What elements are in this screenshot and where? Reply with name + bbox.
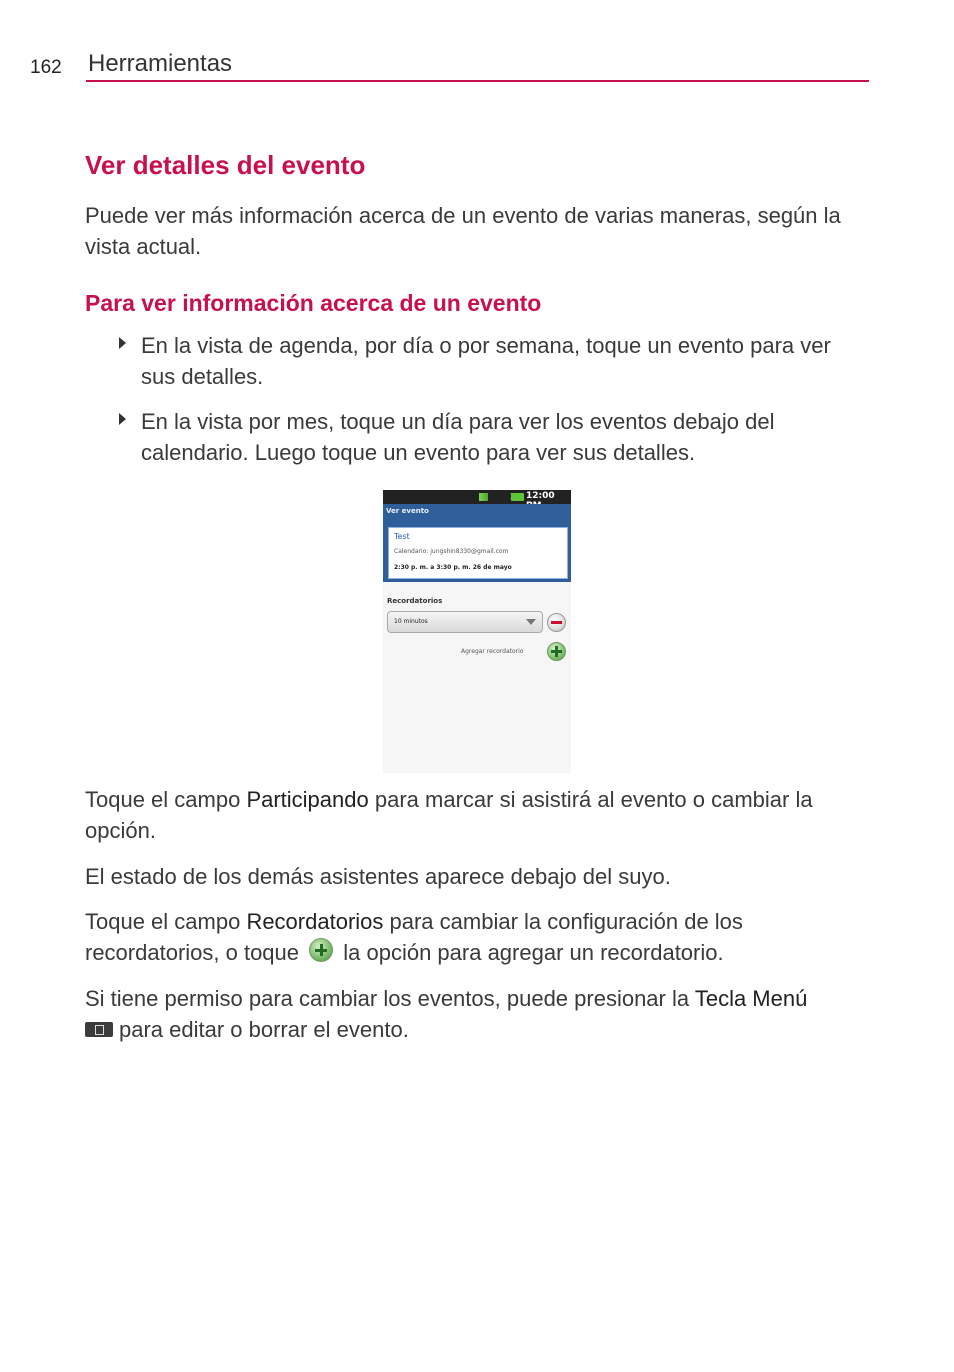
attendees-paragraph: El estado de los demás asistentes aparece debajo del suyo. [85, 864, 671, 889]
status-bar [383, 490, 571, 504]
term-tecla-menu: Tecla Menú [694, 986, 808, 1011]
bullet-item [119, 406, 869, 468]
event-card[interactable] [388, 527, 568, 579]
bullet-arrow-icon [119, 413, 126, 425]
event-time: 2:30 p. m. a 3:30 p. m. 26 de mayo [394, 564, 512, 571]
remove-reminder-icon[interactable] [547, 613, 566, 632]
reminders-label: Recordatorios [387, 597, 443, 605]
battery-icon [511, 493, 524, 501]
menu-key-icon [85, 1022, 113, 1037]
clock: 12:00 [526, 491, 555, 501]
text-span: para cambiar la configuración de los recordatorios, o toque [85, 909, 743, 965]
phone-screenshot [383, 490, 571, 773]
reminder-value: 10 minutos [394, 618, 428, 625]
text-span: Si tiene permiso para cambiar los eventos, puede presionar la [85, 986, 695, 1011]
section-title: Herramientas [88, 50, 233, 77]
add-reminder-icon[interactable] [547, 642, 566, 661]
text-span: para marcar si asistirá al evento o cambiar la opción. [85, 787, 813, 843]
screen-title: Ver evento [386, 507, 429, 515]
intro-paragraph: Puede ver más información acerca de un evento de varias maneras, según la vista actual. [85, 203, 841, 259]
bullet-arrow-icon [119, 337, 126, 349]
event-header [383, 504, 571, 582]
chevron-down-icon [526, 619, 536, 625]
subsection-title: Para ver información acerca de un evento [85, 290, 542, 316]
page-title: Ver detalles del evento [85, 150, 366, 180]
text-span: Toque el campo [85, 909, 247, 934]
term-participando: Participando [246, 787, 369, 812]
text-span: Toque el campo [85, 787, 247, 812]
add-icon [309, 938, 333, 962]
reminder-select[interactable] [387, 611, 543, 633]
bullet-item [119, 330, 869, 392]
event-calendar: Calendario: jungshin8330@gmail.com [394, 548, 509, 555]
header-rule [86, 80, 869, 82]
reminders-paragraph [85, 906, 875, 968]
event-name: Test [394, 532, 410, 541]
bullet-text: En la vista por mes, toque un día para ver los eventos debajo del calendario. Luego toque un evento para ver sus detalles. [141, 409, 775, 465]
menu-paragraph [85, 983, 875, 1045]
text-span: para editar o borrar el evento. [119, 1017, 409, 1042]
add-reminder-label[interactable]: Agregar recordatorio [461, 648, 524, 655]
signal-icon [479, 493, 488, 501]
term-recordatorios: Recordatorios [246, 909, 384, 934]
attending-paragraph [85, 784, 875, 846]
text-span: la opción para agregar un recordatorio. [337, 940, 724, 965]
page-number: 162 [30, 57, 62, 78]
bullet-text: En la vista de agenda, por día o por semana, toque un evento para ver sus detalles. [141, 333, 831, 389]
